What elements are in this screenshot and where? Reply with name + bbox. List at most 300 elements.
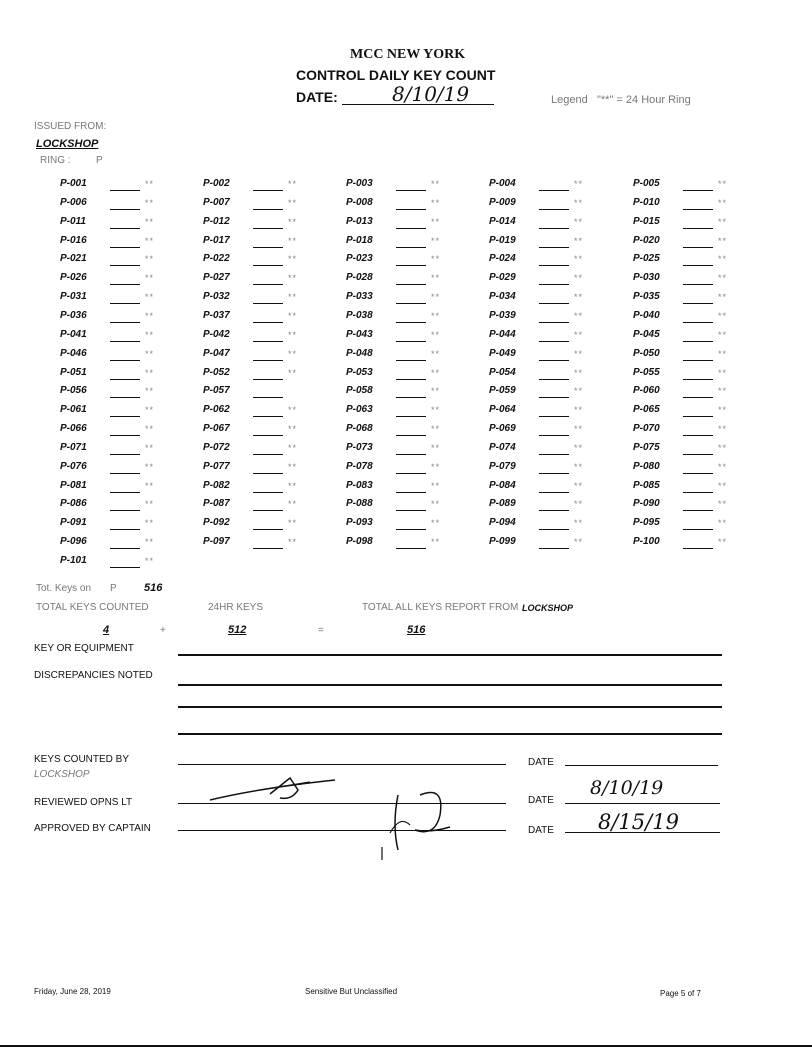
key-24hr-mark: ** bbox=[145, 556, 155, 566]
key-24hr-mark: ** bbox=[574, 367, 584, 378]
key-24hr-mark: ** bbox=[718, 461, 728, 472]
key-id: P-050 bbox=[633, 347, 660, 359]
key-row bbox=[489, 536, 629, 556]
key-24hr-mark: ** bbox=[288, 273, 298, 284]
key-id: P-073 bbox=[346, 441, 373, 453]
key-id: P-033 bbox=[346, 291, 373, 303]
key-row bbox=[489, 178, 629, 198]
key-24hr-mark: ** bbox=[574, 518, 584, 529]
key-row bbox=[346, 404, 486, 424]
key-count-blank bbox=[683, 473, 713, 474]
key-count-blank bbox=[539, 529, 569, 530]
key-24hr-mark: ** bbox=[288, 329, 298, 340]
key-row bbox=[60, 178, 200, 198]
key-id: P-069 bbox=[489, 423, 516, 435]
key-count-blank bbox=[253, 265, 283, 266]
key-id: P-083 bbox=[346, 479, 373, 491]
key-id: P-101 bbox=[60, 555, 87, 566]
key-24hr-mark: ** bbox=[288, 348, 298, 359]
key-row bbox=[60, 329, 200, 349]
key-id: P-022 bbox=[203, 253, 230, 265]
key-24hr-mark: ** bbox=[431, 197, 441, 208]
ring-label: RING : bbox=[40, 155, 71, 166]
counted-value: 4 bbox=[103, 624, 110, 636]
reviewed-date: 8/10/19 bbox=[590, 777, 664, 799]
key-id: P-086 bbox=[60, 498, 87, 510]
key-count-blank bbox=[539, 265, 569, 266]
key-count-blank bbox=[110, 416, 140, 417]
key-count-blank bbox=[683, 303, 713, 304]
key-id: P-074 bbox=[489, 441, 516, 453]
key-24hr-mark: ** bbox=[288, 499, 298, 510]
footer-page: Page 5 of 7 bbox=[660, 989, 701, 998]
key-count-blank bbox=[253, 492, 283, 493]
key-24hr-mark: ** bbox=[145, 197, 155, 208]
footer-classification: Sensitive But Unclassified bbox=[305, 987, 398, 996]
key-id: P-048 bbox=[346, 347, 373, 359]
key-count-blank bbox=[110, 548, 140, 549]
key-id: P-023 bbox=[346, 253, 373, 265]
key-row bbox=[203, 272, 343, 292]
key-row bbox=[60, 423, 200, 443]
key-count-blank bbox=[683, 341, 713, 342]
key-row bbox=[633, 253, 773, 273]
key-count-blank bbox=[253, 548, 283, 549]
key-count-blank bbox=[396, 360, 426, 361]
key-row bbox=[633, 272, 773, 292]
key-id: P-085 bbox=[633, 479, 660, 491]
key-24hr-mark: ** bbox=[288, 424, 298, 435]
24hr-value: 512 bbox=[228, 624, 247, 636]
key-count-blank bbox=[253, 435, 283, 436]
key-id: P-054 bbox=[489, 366, 516, 378]
key-id: P-012 bbox=[203, 215, 230, 227]
key-id: P-100 bbox=[633, 536, 660, 548]
key-id: P-094 bbox=[489, 517, 516, 529]
key-row bbox=[60, 216, 200, 236]
key-row bbox=[203, 442, 343, 462]
key-24hr-mark: ** bbox=[431, 480, 441, 491]
key-count-blank bbox=[683, 510, 713, 511]
key-row bbox=[60, 310, 200, 330]
key-count-blank bbox=[110, 303, 140, 304]
key-id: P-036 bbox=[60, 309, 87, 321]
key-row bbox=[346, 517, 486, 537]
keys-counted-by-label: KEYS COUNTED BY bbox=[34, 754, 130, 765]
key-24hr-mark: ** bbox=[145, 367, 155, 378]
tot-keys-on-value: 516 bbox=[144, 582, 163, 594]
key-24hr-mark: ** bbox=[431, 329, 441, 340]
key-24hr-mark: ** bbox=[431, 348, 441, 359]
key-row bbox=[203, 367, 343, 387]
key-row bbox=[203, 348, 343, 368]
key-id: P-026 bbox=[60, 272, 87, 284]
key-count-blank bbox=[539, 228, 569, 229]
key-count-blank bbox=[683, 379, 713, 380]
key-count-blank bbox=[539, 341, 569, 342]
key-count-blank bbox=[253, 303, 283, 304]
key-24hr-mark: ** bbox=[718, 386, 728, 397]
key-row bbox=[346, 498, 486, 518]
key-row bbox=[346, 253, 486, 273]
key-24hr-mark: ** bbox=[574, 442, 584, 453]
key-row bbox=[203, 216, 343, 236]
key-row bbox=[489, 404, 629, 424]
key-row bbox=[489, 423, 629, 443]
key-count-blank bbox=[396, 379, 426, 380]
key-count-blank bbox=[683, 190, 713, 191]
key-id: P-014 bbox=[489, 215, 516, 227]
plus-sign: + bbox=[160, 625, 166, 636]
key-count-blank bbox=[396, 209, 426, 210]
key-id: P-002 bbox=[203, 178, 230, 189]
key-24hr-mark: ** bbox=[574, 424, 584, 435]
report-from-label: TOTAL ALL KEYS REPORT FROM bbox=[362, 602, 519, 613]
key-24hr-mark: ** bbox=[718, 348, 728, 359]
key-row bbox=[489, 498, 629, 518]
key-count-blank bbox=[253, 190, 283, 191]
key-id: P-060 bbox=[633, 385, 660, 397]
key-count-blank bbox=[683, 265, 713, 266]
key-id: P-025 bbox=[633, 253, 660, 265]
key-count-blank bbox=[683, 247, 713, 248]
key-row bbox=[633, 498, 773, 518]
key-id: P-047 bbox=[203, 347, 230, 359]
key-count-blank bbox=[253, 360, 283, 361]
key-id: P-018 bbox=[346, 234, 373, 246]
key-count-blank bbox=[539, 303, 569, 304]
key-count-blank bbox=[539, 190, 569, 191]
key-row bbox=[489, 367, 629, 387]
key-count-blank bbox=[253, 454, 283, 455]
key-24hr-mark: ** bbox=[288, 310, 298, 321]
date-label-1: DATE bbox=[528, 757, 554, 768]
key-count-blank bbox=[253, 379, 283, 380]
key-count-blank bbox=[110, 492, 140, 493]
date-label: DATE: bbox=[296, 89, 338, 105]
key-id: P-049 bbox=[489, 347, 516, 359]
key-24hr-mark: ** bbox=[145, 424, 155, 435]
key-24hr-mark: ** bbox=[718, 405, 728, 416]
key-24hr-mark: ** bbox=[145, 329, 155, 340]
key-24hr-mark: ** bbox=[574, 386, 584, 397]
key-row bbox=[60, 442, 200, 462]
key-id: P-038 bbox=[346, 309, 373, 321]
key-24hr-mark: ** bbox=[145, 348, 155, 359]
key-id: P-068 bbox=[346, 423, 373, 435]
key-count-blank bbox=[683, 454, 713, 455]
key-id: P-064 bbox=[489, 404, 516, 416]
key-id: P-009 bbox=[489, 196, 516, 208]
key-id: P-096 bbox=[60, 536, 87, 548]
key-id: P-076 bbox=[60, 460, 87, 472]
key-row bbox=[633, 517, 773, 537]
key-row bbox=[633, 216, 773, 236]
key-24hr-mark: ** bbox=[145, 292, 155, 303]
key-24hr-mark: ** bbox=[574, 405, 584, 416]
key-count-blank bbox=[253, 473, 283, 474]
ring-value: P bbox=[96, 155, 103, 166]
key-count-blank bbox=[539, 379, 569, 380]
key-row bbox=[60, 555, 200, 575]
key-id: P-003 bbox=[346, 178, 373, 189]
key-24hr-mark: ** bbox=[145, 386, 155, 397]
key-24hr-mark: ** bbox=[718, 442, 728, 453]
key-row bbox=[346, 348, 486, 368]
key-row bbox=[489, 442, 629, 462]
key-count-blank bbox=[396, 190, 426, 191]
key-row bbox=[633, 197, 773, 217]
key-24hr-mark: ** bbox=[288, 537, 298, 548]
key-row bbox=[203, 498, 343, 518]
key-id: P-001 bbox=[60, 178, 87, 189]
key-24hr-mark: ** bbox=[145, 537, 155, 548]
key-row bbox=[633, 367, 773, 387]
key-count-blank bbox=[683, 435, 713, 436]
key-24hr-mark: ** bbox=[145, 461, 155, 472]
key-row bbox=[60, 367, 200, 387]
key-id: P-030 bbox=[633, 272, 660, 284]
key-row bbox=[203, 291, 343, 311]
key-24hr-mark: ** bbox=[288, 197, 298, 208]
key-row bbox=[203, 235, 343, 255]
key-id: P-067 bbox=[203, 423, 230, 435]
key-row bbox=[203, 461, 343, 481]
key-row bbox=[346, 367, 486, 387]
key-count-blank bbox=[396, 284, 426, 285]
key-id: P-034 bbox=[489, 291, 516, 303]
key-row bbox=[203, 404, 343, 424]
handwritten-date: 8/10/19 bbox=[392, 82, 470, 106]
key-24hr-mark: ** bbox=[145, 216, 155, 227]
key-24hr-mark: ** bbox=[431, 235, 441, 246]
key-id: P-015 bbox=[633, 215, 660, 227]
key-count-blank bbox=[253, 284, 283, 285]
tot-keys-on-label: Tot. Keys on bbox=[36, 583, 92, 594]
key-id: P-044 bbox=[489, 328, 516, 340]
key-row bbox=[633, 442, 773, 462]
key-row bbox=[346, 310, 486, 330]
key-count-blank bbox=[253, 510, 283, 511]
key-24hr-mark: ** bbox=[718, 424, 728, 435]
key-24hr-mark: ** bbox=[145, 518, 155, 529]
key-24hr-mark: ** bbox=[718, 273, 728, 284]
key-24hr-mark: ** bbox=[145, 235, 155, 246]
key-count-blank bbox=[396, 510, 426, 511]
key-count-blank bbox=[539, 360, 569, 361]
key-24hr-mark: ** bbox=[431, 499, 441, 510]
key-count-blank bbox=[110, 435, 140, 436]
key-count-blank bbox=[110, 529, 140, 530]
key-24hr-mark: ** bbox=[288, 254, 298, 265]
key-count-blank bbox=[110, 247, 140, 248]
key-row bbox=[60, 272, 200, 292]
key-id: P-041 bbox=[60, 328, 87, 340]
key-id: P-080 bbox=[633, 460, 660, 472]
key-24hr-mark: ** bbox=[145, 254, 155, 265]
key-id: P-006 bbox=[60, 196, 87, 208]
key-id: P-065 bbox=[633, 404, 660, 416]
key-count-blank bbox=[396, 529, 426, 530]
key-id: P-057 bbox=[203, 385, 230, 397]
key-24hr-mark: ** bbox=[574, 273, 584, 284]
key-24hr-mark: ** bbox=[145, 273, 155, 284]
key-id: P-097 bbox=[203, 536, 230, 548]
key-count-blank bbox=[539, 284, 569, 285]
key-count-blank bbox=[110, 228, 140, 229]
captain-signature bbox=[370, 775, 460, 865]
key-row bbox=[60, 197, 200, 217]
key-row bbox=[60, 498, 200, 518]
key-count-blank bbox=[396, 454, 426, 455]
key-count-blank bbox=[396, 265, 426, 266]
key-count-blank bbox=[110, 510, 140, 511]
key-row bbox=[60, 348, 200, 368]
key-24hr-mark: ** bbox=[288, 367, 298, 378]
key-id: P-088 bbox=[346, 498, 373, 510]
key-id: P-046 bbox=[60, 347, 87, 359]
key-row bbox=[633, 310, 773, 330]
key-id: P-062 bbox=[203, 404, 230, 416]
equals-sign: = bbox=[318, 625, 324, 636]
key-id: P-042 bbox=[203, 328, 230, 340]
key-count-blank bbox=[396, 247, 426, 248]
key-count-blank bbox=[683, 228, 713, 229]
key-count-blank bbox=[110, 209, 140, 210]
key-id: P-007 bbox=[203, 196, 230, 208]
key-24hr-mark: ** bbox=[288, 405, 298, 416]
org-name: MCC NEW YORK bbox=[350, 47, 466, 62]
key-row bbox=[489, 461, 629, 481]
key-row bbox=[346, 216, 486, 236]
key-24hr-mark: ** bbox=[288, 442, 298, 453]
key-row bbox=[633, 235, 773, 255]
key-24hr-mark: ** bbox=[718, 216, 728, 227]
key-row bbox=[203, 253, 343, 273]
key-row bbox=[60, 461, 200, 481]
key-id: P-028 bbox=[346, 272, 373, 284]
key-count-blank bbox=[253, 529, 283, 530]
legend-label: Legend bbox=[551, 94, 588, 106]
key-id: P-090 bbox=[633, 498, 660, 510]
key-24hr-mark: ** bbox=[431, 386, 441, 397]
key-24hr-mark: ** bbox=[431, 442, 441, 453]
key-row bbox=[489, 480, 629, 500]
key-count-blank bbox=[683, 397, 713, 398]
key-24hr-mark: ** bbox=[145, 499, 155, 510]
key-id: P-045 bbox=[633, 328, 660, 340]
key-24hr-mark: ** bbox=[574, 480, 584, 491]
key-count-blank bbox=[683, 416, 713, 417]
key-count-blank bbox=[253, 416, 283, 417]
key-24hr-mark: ** bbox=[145, 442, 155, 453]
key-id: P-010 bbox=[633, 196, 660, 208]
key-row bbox=[489, 517, 629, 537]
key-count-blank bbox=[110, 567, 140, 568]
key-id: P-027 bbox=[203, 272, 230, 284]
key-row bbox=[633, 461, 773, 481]
key-count-blank bbox=[110, 322, 140, 323]
key-id: P-008 bbox=[346, 196, 373, 208]
key-id: P-032 bbox=[203, 291, 230, 303]
key-24hr-mark: ** bbox=[288, 461, 298, 472]
key-id: P-063 bbox=[346, 404, 373, 416]
key-24hr-mark: ** bbox=[145, 310, 155, 321]
key-row bbox=[346, 480, 486, 500]
date-label-2: DATE bbox=[528, 795, 554, 806]
key-count-blank bbox=[683, 360, 713, 361]
key-row bbox=[633, 385, 773, 405]
key-row bbox=[346, 536, 486, 556]
key-id: P-071 bbox=[60, 441, 87, 453]
key-id: P-058 bbox=[346, 385, 373, 397]
key-row bbox=[60, 536, 200, 556]
key-24hr-mark: ** bbox=[574, 179, 584, 189]
key-row bbox=[346, 461, 486, 481]
key-row bbox=[203, 480, 343, 500]
key-id: P-056 bbox=[60, 385, 87, 397]
key-id: P-098 bbox=[346, 536, 373, 548]
key-row bbox=[633, 480, 773, 500]
key-row bbox=[203, 310, 343, 330]
key-id: P-035 bbox=[633, 291, 660, 303]
key-row bbox=[346, 385, 486, 405]
key-count-blank bbox=[253, 341, 283, 342]
key-id: P-087 bbox=[203, 498, 230, 510]
key-id: P-084 bbox=[489, 479, 516, 491]
key-id: P-031 bbox=[60, 291, 87, 303]
key-24hr-mark: ** bbox=[431, 273, 441, 284]
key-count-blank bbox=[539, 322, 569, 323]
key-count-blank bbox=[110, 341, 140, 342]
key-24hr-mark: ** bbox=[145, 405, 155, 416]
key-24hr-mark: ** bbox=[431, 216, 441, 227]
key-id: P-040 bbox=[633, 309, 660, 321]
key-24hr-mark: ** bbox=[431, 518, 441, 529]
key-24hr-mark: ** bbox=[718, 367, 728, 378]
key-row bbox=[60, 404, 200, 424]
key-row bbox=[633, 348, 773, 368]
key-24hr-mark: ** bbox=[431, 292, 441, 303]
key-id: P-037 bbox=[203, 309, 230, 321]
key-id: P-043 bbox=[346, 328, 373, 340]
key-id: P-020 bbox=[633, 234, 660, 246]
key-row bbox=[203, 423, 343, 443]
key-id: P-091 bbox=[60, 517, 87, 529]
key-id: P-095 bbox=[633, 517, 660, 529]
key-id: P-061 bbox=[60, 404, 87, 416]
key-24hr-mark: ** bbox=[574, 461, 584, 472]
key-row bbox=[633, 536, 773, 556]
key-row bbox=[489, 348, 629, 368]
key-24hr-mark: ** bbox=[431, 405, 441, 416]
key-24hr-mark: ** bbox=[288, 518, 298, 529]
key-row bbox=[633, 178, 773, 198]
key-24hr-mark: ** bbox=[431, 254, 441, 265]
key-count-blank bbox=[110, 190, 140, 191]
issued-from-label: ISSUED FROM: bbox=[34, 121, 107, 132]
key-count-blank bbox=[110, 454, 140, 455]
key-24hr-mark: ** bbox=[288, 480, 298, 491]
key-id: P-075 bbox=[633, 441, 660, 453]
key-count-blank bbox=[683, 209, 713, 210]
key-row bbox=[346, 423, 486, 443]
key-id: P-093 bbox=[346, 517, 373, 529]
key-id: P-039 bbox=[489, 309, 516, 321]
key-row bbox=[60, 291, 200, 311]
key-24hr-mark: ** bbox=[718, 179, 728, 189]
key-id: P-019 bbox=[489, 234, 516, 246]
